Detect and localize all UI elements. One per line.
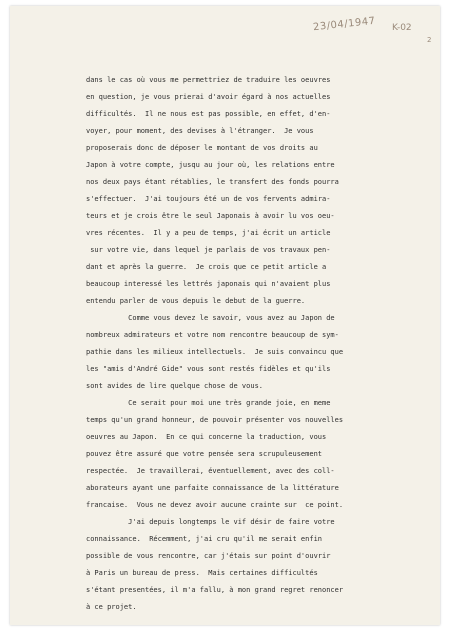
letter-body — [86, 72, 406, 616]
letter-line: s'effectuer. J'ai toujours été un de vos fervents admira- — [86, 195, 331, 203]
letter-line: possible de vous rencontre, car j'étais sur point d'ouvrir — [86, 552, 331, 560]
letter-line: oeuvres au Japon. En ce qui concerne la traduction, vous — [86, 433, 327, 441]
letter-line: francaise. Vous ne devez avoir aucune crainte sur ce point. — [86, 501, 344, 509]
letter-line: pouvez être assuré que votre pensée sera scrupuleusement — [86, 450, 323, 458]
letter-line: connaissance. Récemment, j'ai cru qu'il me serait enfin — [86, 535, 323, 543]
handwritten-date: 23/04/1947 — [312, 15, 377, 34]
letter-line: les "amis d'André Gide" vous sont restés fidèles et qu'ils — [86, 365, 331, 373]
page-number: 2 — [427, 36, 432, 44]
letter-line: à ce projet. — [86, 603, 137, 611]
letter-line: sur votre vie, dans lequel je parlais de vos travaux pen- — [86, 246, 331, 254]
letter-line: voyer, pour moment, des devises à l'étranger. Je vous — [86, 127, 314, 135]
letter-line: vres récentes. Il y a peu de temps, j'ai écrit un article — [86, 229, 331, 237]
letter-line: Comme vous devez le savoir, vous avez au Japon de — [86, 314, 335, 322]
letter-line: teurs et je crois être le seul Japonais à avoir lu vos oeu- — [86, 212, 335, 220]
letter-line: respectée. Je travaillerai, éventuellement, avec des coll- — [86, 467, 335, 475]
letter-line: sont avides de lire quelque chose de vous. — [86, 382, 264, 390]
letter-line: s'étant presentées, il m'a fallu, à mon grand regret renoncer — [86, 586, 344, 594]
letter-line: Ce serait pour moi une très grande joie, en meme — [86, 399, 331, 407]
letter-line: dans le cas où vous me permettriez de traduire les oeuvres — [86, 76, 331, 84]
letter-line: nombreux admirateurs et votre nom rencontre beaucoup de sym- — [86, 331, 339, 339]
letter-line: à Paris un bureau de press. Mais certaines difficultés — [86, 569, 318, 577]
letter-line: entendu parler de vous depuis le debut de la guerre. — [86, 297, 306, 305]
letter-line: aborateurs ayant une parfaite connaissance de la littérature — [86, 484, 339, 492]
letter-line: nos deux pays étant rétablies, le transfert des fonds pourra — [86, 178, 339, 186]
letter-line: difficultés. Il ne nous est pas possible, en effet, d'en- — [86, 110, 331, 118]
letter-line: proposerais donc de déposer le montant de vos droits au — [86, 144, 318, 152]
letter-line: pathie dans les milieux intellectuels. Je suis convaincu que — [86, 348, 344, 356]
letter-line: en question, je vous prierai d'avoir égard à nos actuelles — [86, 93, 331, 101]
letter-line: J'ai depuis longtemps le vif désir de faire votre — [86, 518, 335, 526]
letter-line: dant et après la guerre. Je crois que ce petit article a — [86, 263, 327, 271]
letter-line: temps qu'un grand honneur, de pouvoir présenter vos nouvelles — [86, 416, 344, 424]
letter-line: Japon à votre compte, jusqu au jour où, les relations entre — [86, 161, 335, 169]
letter-line: beaucoup interessé les lettrés japonais qui n'avaient plus — [86, 280, 331, 288]
archive-reference: K-02 — [392, 23, 412, 33]
